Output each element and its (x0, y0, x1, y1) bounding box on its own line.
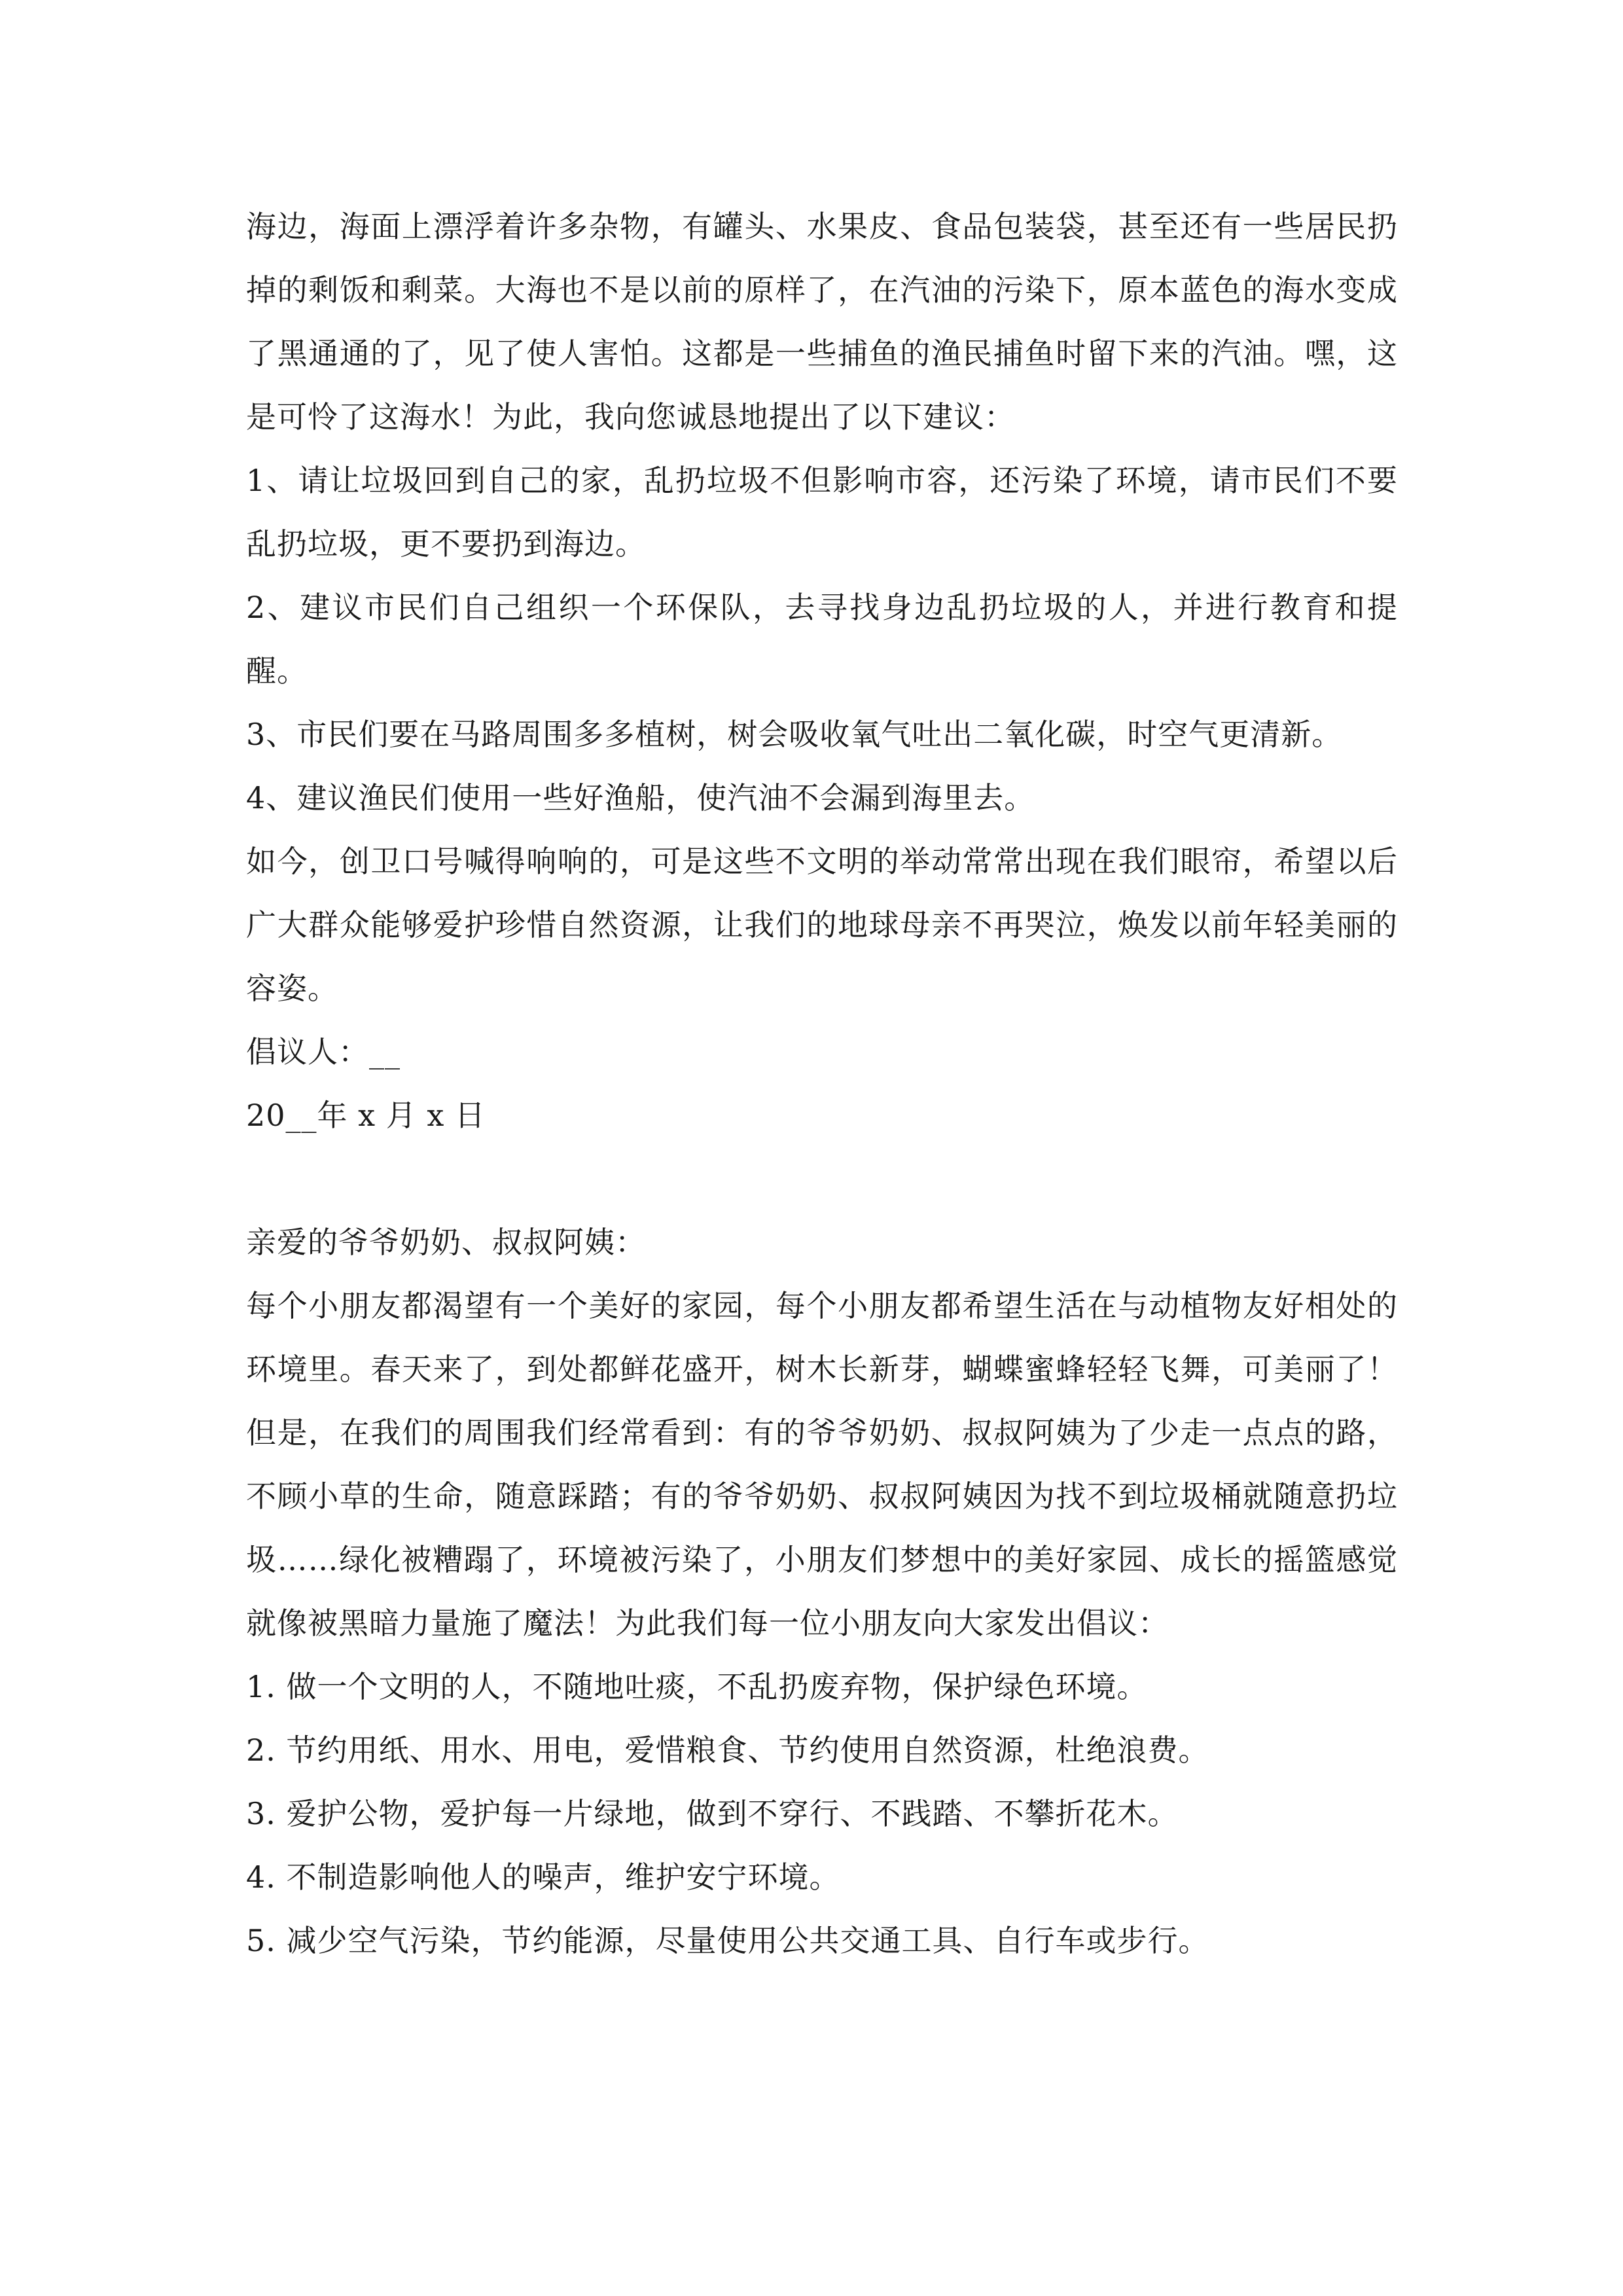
paragraph-closing-hope: 如今，创卫口号喊得响响的，可是这些不文明的举动常常出现在我们眼帘，希望以后广大群众能够爱护珍惜自然资源，让我们的地球母亲不再哭泣，焕发以前年轻美丽的容姿。 (246, 844, 1398, 1006)
paragraph-pollution-description: 海边，海面上漂浮着许多杂物，有罐头、水果皮、食品包装袋，甚至还有一些居民扔掉的剩饭和剩菜。大海也不是以前的原样了，在汽油的污染下，原本蓝色的海水变成了黑通通的了，见了使人害怕。这都是一些捕鱼的渔民捕鱼时留下来的汽油。嘿，这是可怜了这海水！为此，我向您诚恳地提出了以下建议： (246, 209, 1398, 435)
suggestion-3: 3、市民们要在马路周围多多植树，树会吸收氧气吐出二氧化碳，时空气更清新。 (246, 717, 1343, 752)
proposal-2: 2. 节约用纸、用水、用电，爱惜粮食、节约使用自然资源，杜绝浪费。 (246, 1732, 1209, 1768)
signer-line: 倡议人：__ (246, 1034, 401, 1069)
proposal-4: 4. 不制造影响他人的噪声，维护安宁环境。 (246, 1859, 840, 1895)
proposal-5: 5. 减少空气污染，节约能源，尽量使用公共交通工具、自行车或步行。 (246, 1923, 1209, 1958)
greeting-line: 亲爱的爷爷奶奶、叔叔阿姨： (246, 1225, 646, 1260)
document-body (246, 195, 1398, 1973)
suggestion-2: 2、建议市民们自己组织一个环保队，去寻找身边乱扔垃圾的人，并进行教育和提醒。 (246, 590, 1398, 689)
date-line: 20__年 x 月 x 日 (246, 1098, 486, 1133)
paragraph-children-appeal: 每个小朋友都渴望有一个美好的家园，每个小朋友都希望生活在与动植物友好相处的环境里。春天来了，到处都鲜花盛开，树木长新芽，蝴蝶蜜蜂轻轻飞舞，可美丽了！但是，在我们的周围我们经常看到：有的爷爷奶奶、叔叔阿姨为了少走一点点的路，不顾小草的生命，随意踩踏；有的爷爷奶奶、叔叔阿姨因为找不到垃圾桶就随意扔垃圾……绿化被糟蹋了，环境被污染了，小朋友们梦想中的美好家园、成长的摇篮感觉就像被黑暗力量施了魔法！为此我们每一位小朋友向大家发出倡议： (246, 1288, 1398, 1641)
proposal-1: 1. 做一个文明的人，不随地吐痰，不乱扔废弃物，保护绿色环境。 (246, 1669, 1148, 1704)
suggestion-4: 4、建议渔民们使用一些好渔船，使汽油不会漏到海里去。 (246, 780, 1035, 816)
suggestion-1: 1、请让垃圾回到自己的家，乱扔垃圾不但影响市容，还污染了环境，请市民们不要乱扔垃圾，更不要扔到海边。 (246, 463, 1398, 562)
section-gap (246, 1147, 1398, 1211)
proposal-3: 3. 爱护公物，爱护每一片绿地，做到不穿行、不践踏、不攀折花木。 (246, 1796, 1179, 1831)
